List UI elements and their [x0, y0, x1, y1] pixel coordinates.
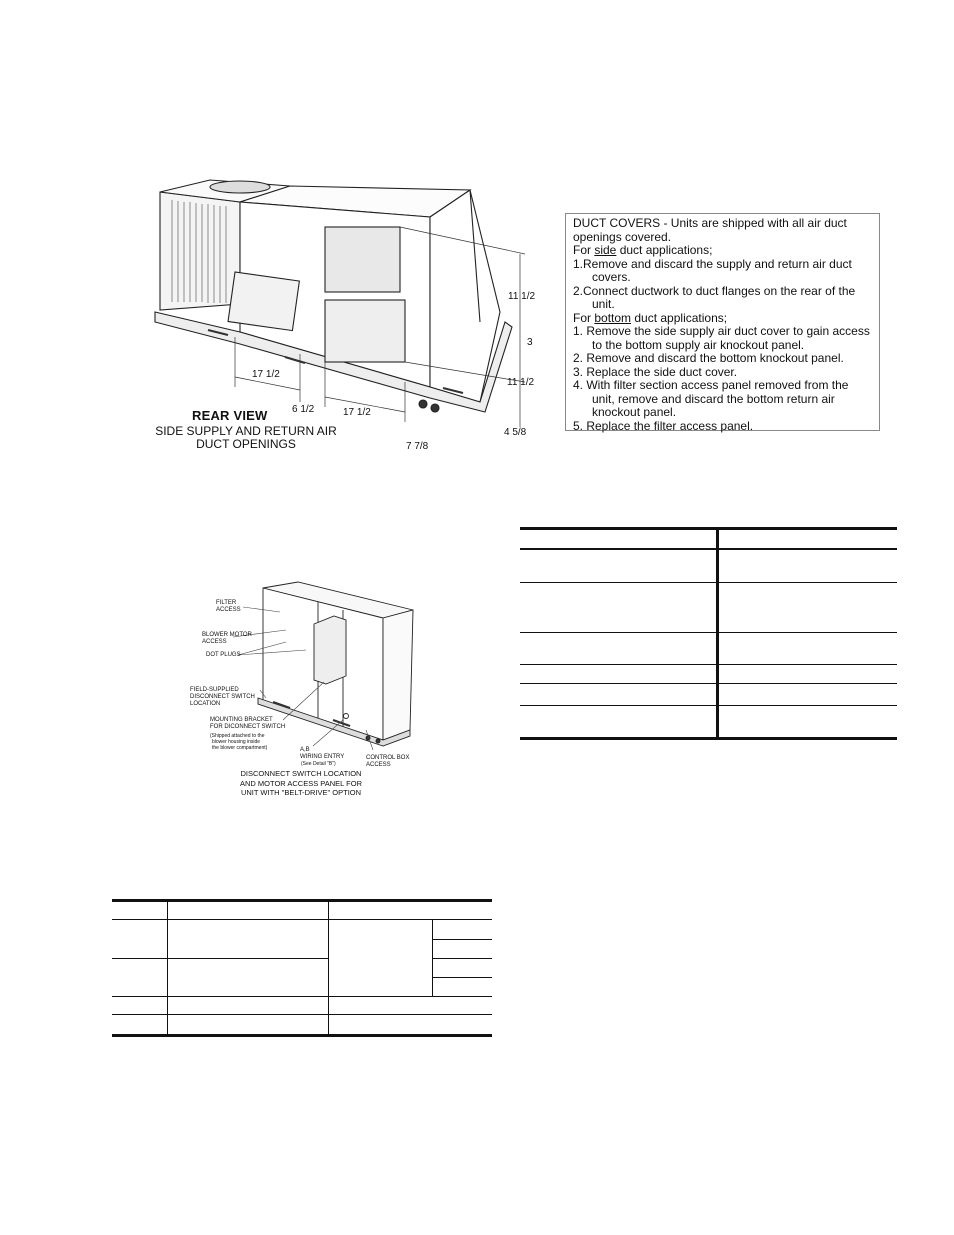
table-rule: [520, 737, 897, 740]
bottom-step-1-cont: to the bottom supply air knockout panel.: [592, 337, 805, 352]
label-bracket-2: FOR DICONNECT SWITCH: [210, 724, 286, 730]
side-heading: For side duct applications;: [573, 243, 713, 257]
label-field-2: DISCONNECT SWITCH: [190, 694, 255, 700]
side-step-1-cont: covers.: [592, 270, 631, 284]
table-divider: [167, 899, 168, 1036]
side-step-2: 2.Connect ductwork to duct flanges on the rear of the: [573, 283, 856, 298]
duct-line-1: DUCT COVERS - Units are shipped with all air duct: [573, 216, 847, 230]
caption-line-1: DISCONNECT SWITCH LOCATION: [240, 769, 362, 778]
dim-11-half-top: 11 1/2: [508, 291, 536, 302]
table-rule: [520, 683, 897, 684]
dim-17-half-left: 17 1/2: [252, 369, 280, 380]
duct-line-2: openings covered.: [573, 229, 672, 244]
bottom-step-3: 3. Replace the side duct cover.: [573, 364, 738, 379]
table-rule: [112, 1014, 492, 1015]
label-wiring-1: A,B: [300, 747, 310, 753]
side-step-1: 1.Remove and discard the supply and return air duct: [573, 256, 852, 271]
label-blower-2: ACCESS: [202, 639, 227, 645]
duct-covers-notes: [565, 213, 880, 431]
label-wiring-2: WIRING ENTRY: [300, 754, 345, 760]
dim-4-5-8: 4 5/8: [504, 427, 527, 438]
bottom-step-2: 2. Remove and discard the bottom knockout panel.: [573, 351, 844, 365]
dim-7-7-8: 7 7/8: [406, 441, 429, 452]
right-table: [520, 527, 897, 740]
dim-6-half: 6 1/2: [292, 404, 315, 415]
bottom-step-5: 5. Replace the filter access panel.: [573, 418, 754, 433]
table-rule: [520, 632, 897, 633]
rear-view-subtitle-2: DUCT OPENINGS: [196, 437, 296, 451]
table-rule: [520, 582, 897, 583]
table-rule: [520, 548, 897, 550]
label-blower-1: BLOWER MOTOR: [202, 632, 252, 638]
disconnect-caption: [206, 769, 396, 798]
table-rule: [520, 527, 897, 530]
table-rule: [112, 899, 492, 902]
dim-11-half-bottom: 11 1/2: [507, 377, 535, 388]
table-rule: [112, 1034, 492, 1037]
table-rule: [112, 919, 492, 920]
caption-line-2: AND MOTOR ACCESS PANEL FOR: [240, 778, 362, 788]
table-rule: [520, 664, 897, 665]
table-rule: [432, 958, 492, 959]
rear-view-subtitle-1: SIDE SUPPLY AND RETURN AIR: [155, 424, 337, 438]
table-rule: [432, 939, 492, 940]
label-filter-access-1: FILTER: [216, 600, 237, 606]
table-rule: [520, 705, 897, 706]
bottom-step-4: 4. With filter section access panel removed from the: [573, 378, 849, 392]
side-step-2-cont: unit.: [592, 297, 615, 311]
bottom-step-4-cont-2: knockout panel.: [592, 405, 677, 419]
table-divider: [432, 919, 433, 996]
label-control-2: ACCESS: [366, 762, 391, 768]
bottom-step-1: 1. Remove the side supply air duct cover to gain access: [573, 324, 870, 338]
label-bracket-5: the blower compartment): [212, 745, 268, 751]
table-rule: [112, 996, 492, 997]
dim-17-half-right: 17 1/2: [343, 407, 371, 418]
label-control-1: CONTROL BOX: [366, 755, 410, 761]
label-filter-access-2: ACCESS: [216, 607, 241, 613]
table-rule: [432, 977, 492, 978]
rear-view-title: REAR VIEW: [192, 408, 268, 423]
dim-3: 3: [527, 337, 533, 348]
label-bracket-3: (Shipped attached to the: [210, 733, 265, 739]
bottom-heading: For bottom duct applications;: [573, 310, 728, 325]
caption-line-3: UNIT WITH "BELT-DRIVE" OPTION: [240, 788, 362, 797]
label-field-3: LOCATION: [190, 701, 221, 707]
disconnect-switch-figure: [188, 580, 433, 800]
table-divider: [716, 527, 719, 740]
rear-view-figure: [140, 172, 540, 460]
table-divider: [328, 899, 329, 1036]
label-bracket-4: blower housing inside: [212, 739, 261, 745]
bottom-step-4-cont-1: unit, remove and discard the bottom return air: [592, 391, 835, 406]
table-rule: [112, 958, 328, 959]
label-wiring-3: (See Detail "B"): [301, 761, 336, 767]
bottom-table: [112, 899, 492, 1039]
label-bracket-1: MOUNTING BRACKET: [210, 717, 273, 723]
label-dot-plugs: DOT PLUGS: [206, 652, 241, 658]
label-field-1: FIELD-SUPPLIED: [190, 687, 239, 693]
